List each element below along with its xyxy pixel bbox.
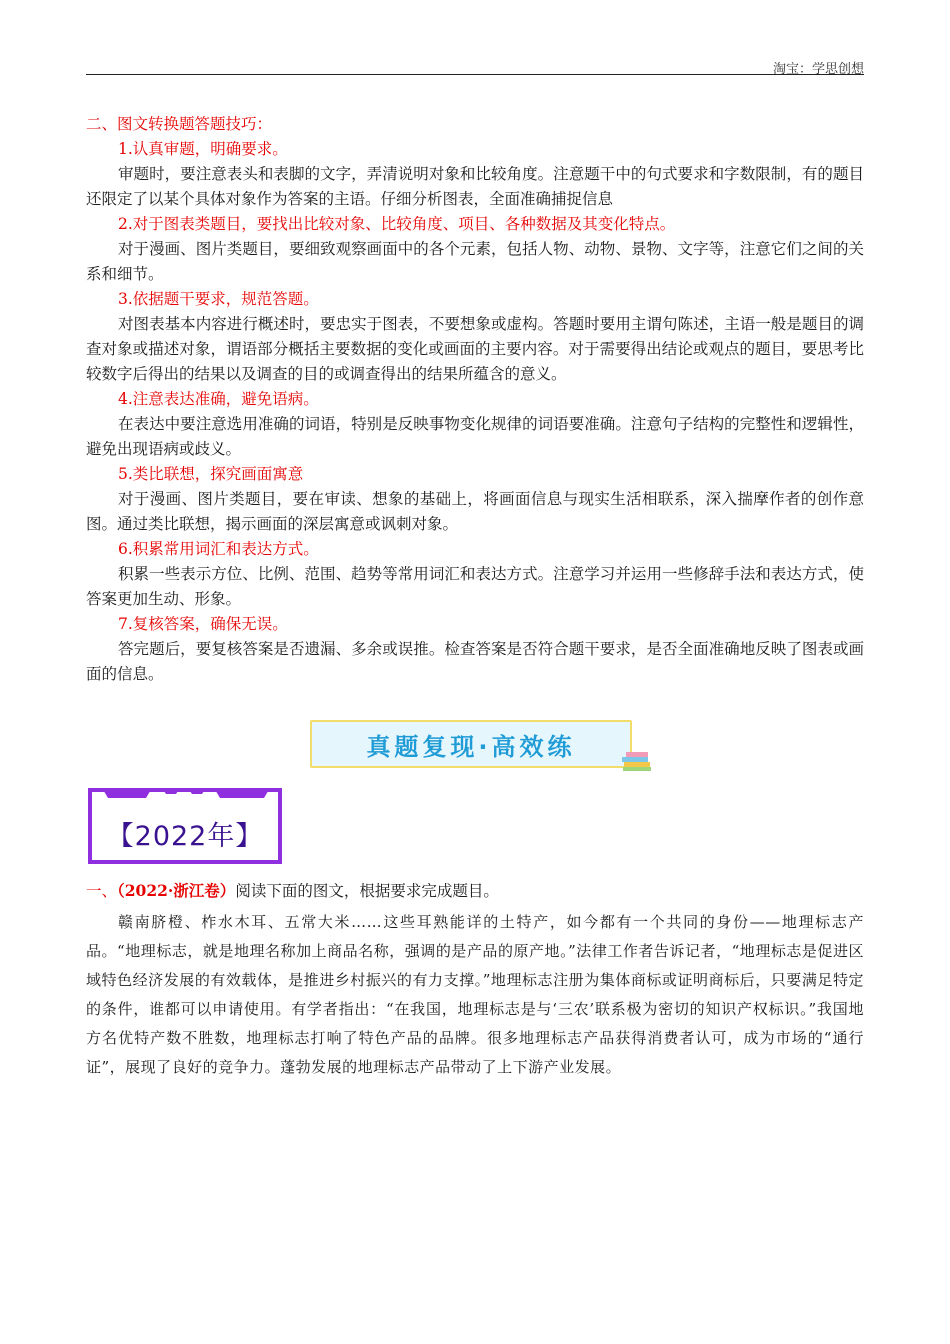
question-passage: 赣南脐橙、柞水木耳、五常大米……这些耳熟能详的土特产，如今都有一个共同的身份——地理标志产品。“地理标志，就是地理名称加上商品名称，强调的是产品的原产地。”法律工作者告诉记者，“地理标志是促进区域特色经济发展的有效载体，是推进乡村振兴的有力支撑。”地理标志注册为集体商标或证明商标后，只要满足特定的条件，谁都可以申请使用。有学者指出：“在我国，地理标志是与‘三农’联系极为密切的知识产权标识。”我国地方名优特产数不胜数，地理标志打响了特色产品的品牌。很多地理标志产品获得消费者认可，成为市场的“通行证”，展现了良好的竞争力。蓬勃发展的地理标志产品带动了上下游产业发展。 [86, 913, 864, 1076]
header-divider [86, 74, 864, 75]
tip-body-4: 在表达中要注意选用准确的词语，特别是反映事物变化规律的词语要准确。注意句子结构的完整性和逻辑性，避免出现语病或歧义。 [86, 415, 864, 458]
year-label: 【2022年】 [106, 821, 264, 852]
tips-section [86, 112, 864, 687]
year-badge-decoration [92, 788, 286, 802]
tip-body-1: 审题时，要注意表头和表脚的文字，弄清说明对象和比较角度。注意题干中的句式要求和字数限制，有的题目还限定了以某个具体对象作为答案的主语。仔细分析图表，全面准确捕捉信息 [86, 165, 864, 208]
banner-title: 真题复现·高效练 [366, 732, 576, 761]
tip-heading-6: 6.积累常用词汇和表达方式。 [118, 540, 319, 558]
section-title: 二、图文转换题答题技巧： [86, 115, 273, 133]
tip-heading-2: 2.对于图表类题目，要找出比较对象、比较角度、项目、各种数据及其变化特点。 [118, 215, 676, 233]
practice-banner [310, 720, 632, 768]
question-header [86, 878, 864, 904]
tip-heading-5: 5.类比联想，探究画面寓意 [118, 465, 304, 483]
tip-heading-1: 1.认真审题，明确要求。 [118, 140, 288, 158]
question-prompt: 阅读下面的图文，根据要求完成题目。 [235, 882, 499, 900]
tip-heading-3: 3.依据题干要求，规范答题。 [118, 290, 319, 308]
question-number: 一、 [86, 882, 118, 900]
books-icon [620, 746, 652, 772]
tip-body-5: 对于漫画、图片类题目，要在审读、想象的基础上，将画面信息与现实生活相联系，深入揣摩作者的创作意图。通过类比联想，揭示画面的深层寓意或讽刺对象。 [86, 490, 864, 533]
tip-body-3: 对图表基本内容进行概述时，要忠实于图表，不要想象或虚构。答题时要用主谓句陈述，主语一般是题目的调查对象或描述对象，谓语部分概括主要数据的变化或画面的主要内容。对于需要得出结论或观点的题目，要思考比较数字后得出的结果以及调查的目的或调查得出的结果所蕴含的意义。 [86, 315, 864, 383]
header-shop-label: 淘宝：学思创想 [772, 62, 864, 77]
tip-body-6: 积累一些表示方位、比例、范围、趋势等常用词汇和表达方式。注意学习并运用一些修辞手法和表达方式，使答案更加生动、形象。 [86, 565, 864, 608]
tip-heading-7: 7.复核答案，确保无误。 [118, 615, 288, 633]
tip-body-2: 对于漫画、图片类题目，要细致观察画面中的各个元素，包括人物、动物、景物、文字等，注意它们之间的关系和细节。 [86, 240, 864, 283]
question-block [86, 878, 864, 1082]
year-badge [88, 788, 282, 864]
tip-heading-4: 4.注意表达准确，避免语病。 [118, 390, 319, 408]
tip-body-7: 答完题后，要复核答案是否遗漏、多余或误推。检查答案是否符合题干要求，是否全面准确地反映了图表或画面的信息。 [86, 640, 864, 683]
question-source: （2022·浙江卷） [117, 881, 236, 900]
